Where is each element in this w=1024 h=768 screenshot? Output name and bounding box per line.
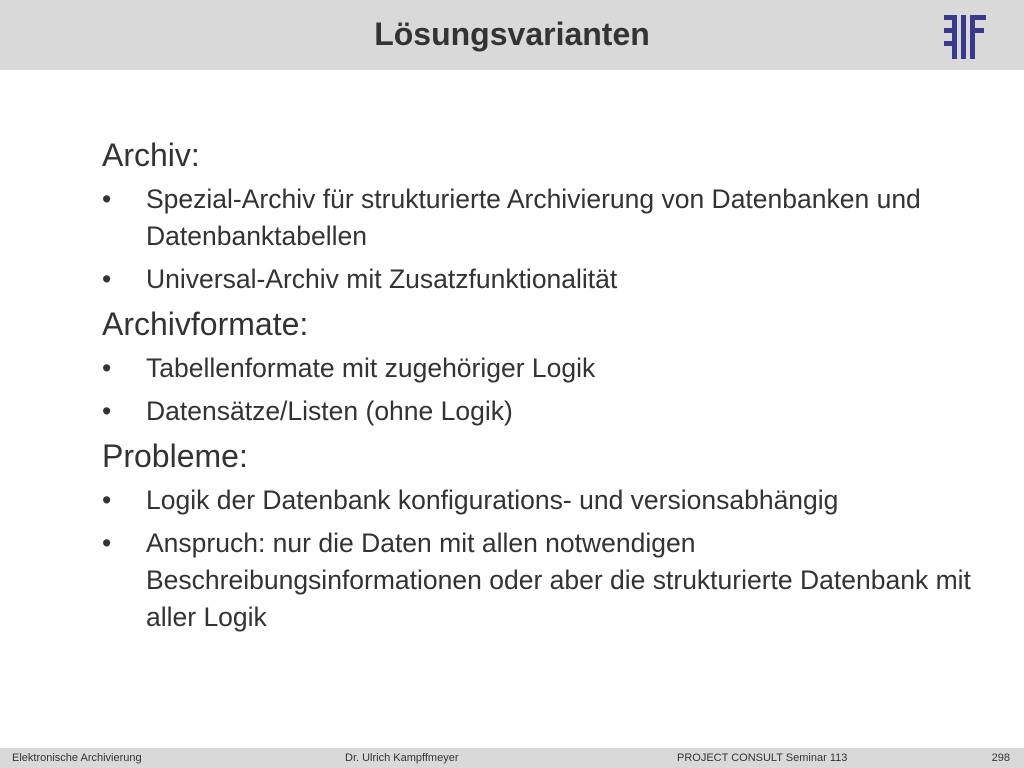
bullet-marker: • bbox=[102, 184, 112, 214]
section-probleme bbox=[102, 436, 982, 636]
title-bar bbox=[0, 0, 1024, 70]
bullet-item bbox=[102, 261, 982, 298]
section-heading: Probleme: bbox=[102, 438, 248, 474]
section-archivformate bbox=[102, 304, 982, 430]
bullet-text: Anspruch: nur die Daten mit allen notwendigen Beschreibungsinformationen oder aber die strukturierte Datenbank mit aller Logik bbox=[146, 528, 971, 632]
slide-content bbox=[102, 135, 982, 642]
bullet-text: Datensätze/Listen (ohne Logik) bbox=[146, 396, 513, 426]
bullet-list bbox=[102, 181, 982, 298]
bullet-text: Spezial-Archiv für strukturierte Archivierung von Datenbanken und Datenbanktabellen bbox=[146, 184, 921, 251]
bullet-item bbox=[102, 181, 982, 255]
bullet-item bbox=[102, 350, 982, 387]
footer-course-title: Elektronische Archivierung bbox=[12, 752, 142, 764]
project-consult-logo-icon bbox=[944, 15, 994, 59]
slide-title: Lösungsvarianten bbox=[374, 16, 650, 52]
bullet-text: Tabellenformate mit zugehöriger Logik bbox=[146, 353, 596, 383]
bullet-item bbox=[102, 482, 982, 519]
bullet-marker: • bbox=[102, 396, 112, 426]
bullet-text: Universal-Archiv mit Zusatzfunktionalität bbox=[146, 264, 618, 294]
footer-author: Dr. Ulrich Kampffmeyer bbox=[345, 752, 459, 764]
footer-seminar: PROJECT CONSULT Seminar 113 bbox=[677, 752, 848, 764]
bullet-marker: • bbox=[102, 485, 112, 515]
section-heading: Archivformate: bbox=[102, 306, 309, 342]
bullet-item bbox=[102, 525, 982, 636]
bullet-list bbox=[102, 482, 982, 636]
bullet-text: Logik der Datenbank konfigurations- und versionsabhängig bbox=[146, 485, 839, 515]
bullet-marker: • bbox=[102, 264, 112, 294]
footer-bar bbox=[0, 748, 1024, 768]
bullet-item bbox=[102, 393, 982, 430]
section-archiv bbox=[102, 135, 982, 298]
bullet-marker: • bbox=[102, 528, 112, 558]
footer-page-number: 298 bbox=[991, 752, 1010, 764]
section-heading: Archiv: bbox=[102, 137, 200, 173]
bullet-marker: • bbox=[102, 353, 112, 383]
bullet-list bbox=[102, 350, 982, 430]
